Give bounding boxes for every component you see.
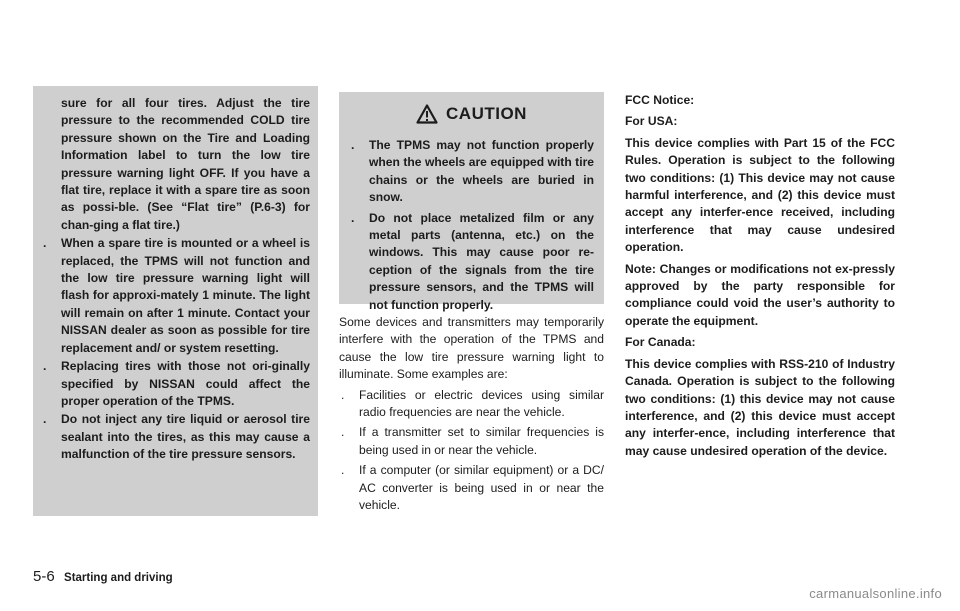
bullet-marker: . [43,412,47,427]
list-item [349,137,594,207]
list-item-text: The TPMS may not function properly when the wheels are equipped with tire chains or the wheels are buried in snow. [369,138,594,205]
usa-text: This device complies with Part 15 of the FCC Rules. Operation is subject to the following two conditions: (1) This device may not cause harmful interference, and (2) this device must accept any interfer-ence received, including interference that may cause undesired operation. [625,135,895,255]
interference-section [339,314,604,514]
list-item-text: If a computer (or similar equipment) or a DC/ AC converter is being used in or near the vehicle. [359,463,604,513]
warning-lead-paragraph: sure for all four tires. Adjust the tire pressure to the recommended COLD tire pressure shown on the Tire and Loading Information label to turn the low tire pressure warning light OFF. If you have a flat tire, replace it with a spare tire as soon as possi-ble. (See “Flat tire” (P.6-3) for chan-ging a flat tire.) [61,96,310,232]
warning-continuation-box [33,86,318,516]
list-item [339,424,604,459]
list-item-text: Facilities or electric devices using similar radio frequencies are near the vehicle. [359,387,604,420]
usa-heading: For USA: [625,114,678,129]
list-item-text: Replacing tires with those not ori-ginally specified by NISSAN could affect the proper operation of the TPMS. [61,359,310,408]
canada-heading: For Canada: [625,335,696,350]
list-item [339,462,604,514]
list-item [41,358,310,410]
caution-title: CAUTION [446,104,527,124]
bullet-marker: . [341,387,345,402]
list-item-text: Do not place metalized film or any metal parts (antenna, etc.) on the windows. This may cause poor re-ception of the signals from the tire pressure sensors, and the TPMS will not function properly. [369,210,594,312]
caution-box [339,92,604,312]
bullet-marker: . [43,359,47,374]
section-title: Starting and driving [64,572,173,584]
bullet-marker: . [341,463,345,478]
watermark: carmanualsonline.info [809,586,942,601]
fcc-notice-section [625,92,895,464]
bullet-marker: . [351,138,355,152]
list-item [349,210,594,314]
list-item-text: If a transmitter set to similar frequencies is being used in or near the vehicle. [359,425,604,457]
page-footer [33,568,173,585]
list-item [41,411,310,463]
bullet-marker: . [351,210,355,225]
list-item [339,387,604,422]
list-item-text: Do not inject any tire liquid or aerosol tire sealant into the tires, as this may cause a malfunction of the tire pressure sensors. [61,412,310,462]
bullet-marker: . [341,425,345,440]
caution-heading [349,94,594,134]
interference-intro: Some devices and transmitters may temporarily interfere with the operation of the TPMS and cause the low tire pressure warning light to illuminate. Some examples are: [339,315,604,382]
list-item-text: When a spare tire is mounted or a wheel is replaced, the TPMS will not function and the low tire pressure warning light will flash for approxi-mately 1 minute. The light will remain on after 1 minute. Contact your NISSAN dealer as soon as possible for tire replacement and/ or system resetting. [61,236,310,355]
note-text: Note: Changes or modifications not ex-pressly approved by the party responsible for compliance could void the user’s authority to operate the equipment. [625,261,895,328]
fcc-heading: FCC Notice: [625,93,695,107]
page-number: 5-6 [33,568,55,585]
list-item [41,235,310,357]
warning-triangle-icon [416,104,438,124]
canada-text: This device complies with RSS-210 of Industry Canada. Operation is subject to the following two conditions: (1) this device may not cause interference, and (2) this device must accept any interfer-ence, including interference that may cause undesired operation of the device. [625,356,895,458]
bullet-marker: . [43,236,47,251]
